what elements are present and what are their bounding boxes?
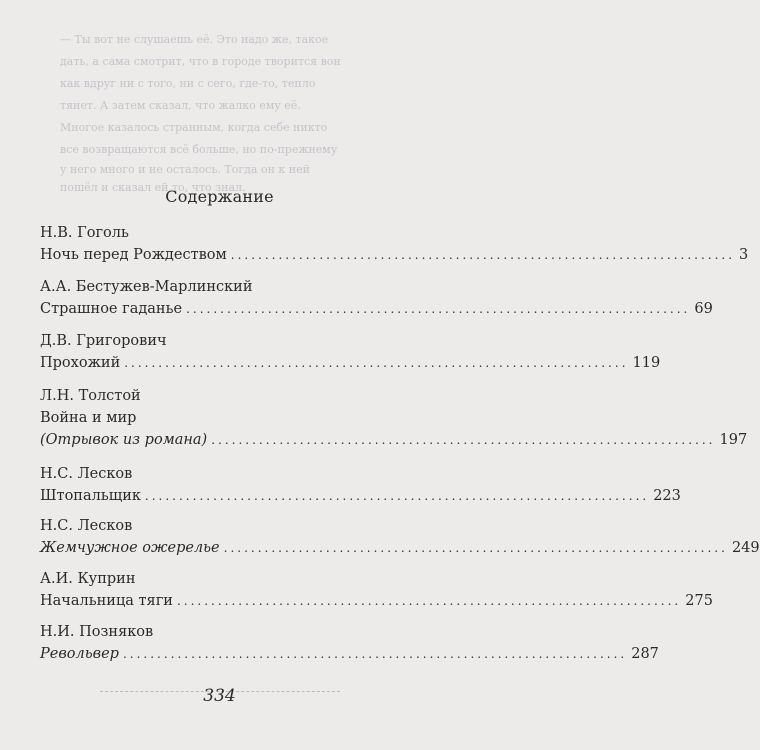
toc-work-title: Ночь перед Рождеством [40,247,227,263]
toc-work-line[interactable] [40,590,713,612]
toc-work-title: Штопальщик [40,488,141,504]
page-number: 334 [203,686,236,706]
toc-leader-dots: .......................................................................... [186,302,691,316]
bleed-line: пошёл и сказал ей то, что знал. [60,181,246,194]
toc-entry [40,515,760,559]
toc-author: Н.С. Лесков [40,518,133,534]
toc-work-line[interactable] [40,643,659,665]
toc-page-number: 197 [719,432,748,448]
toc-page-number: 287 [631,646,659,662]
toc-work-title: Война и мир [40,410,137,426]
toc-leader-dots: .......................................................................... [144,489,650,503]
toc-author: Н.В. Гоголь [40,225,129,241]
toc-entry [40,222,749,266]
toc-entry [40,621,659,665]
bleed-line: у него много и не осталось. Тогда он к ней [60,163,310,176]
toc-work-line[interactable] [40,407,400,429]
toc-author: Л.Н. Толстой [40,388,141,404]
toc-title: Содержание [165,187,274,206]
bleed-line: дать, а сама смотрит, что в городе творится вон [60,55,341,68]
toc-work-subtitle: (Отрывок из романа) [40,432,208,448]
toc-leader-dots: .......................................................................... [211,433,716,447]
toc-entry [40,463,681,507]
bleed-line: все возвращаются всё больше, но по-прежнему [60,143,338,156]
toc-work-title: Прохожий [40,355,121,371]
toc-page-number: 69 [694,301,713,317]
toc-work-line[interactable] [40,537,760,559]
toc-entry [40,276,713,320]
toc-entry [40,385,748,451]
toc-work-line[interactable] [40,352,661,374]
bleed-line: — Ты вот не слушаешь её. Это надо же, такое [60,33,329,46]
toc-leader-dots: .......................................................................... [230,248,736,262]
toc-work-line[interactable] [40,244,749,266]
toc-page-number: 3 [739,247,749,263]
toc-work-line[interactable] [40,485,681,507]
toc-author: Д.В. Григорович [40,333,167,349]
toc-leader-dots: .......................................................................... [122,647,628,661]
toc-entry [40,330,661,374]
toc-work-title: Револьвер [40,646,119,662]
toc-work-title: Жемчужное ожерелье [40,540,220,556]
toc-author: Н.И. Позняков [40,624,154,640]
bleed-line: тянет. А затем сказал, что жалко ему её. [60,99,301,112]
toc-page-number: 223 [653,488,681,504]
toc-author: А.А. Бестужев-Марлинский [40,279,253,295]
toc-page-number: 275 [685,593,713,609]
bleed-line: Многое казалось странным, когда себе никто [60,121,328,134]
toc-leader-dots: .......................................................................... [223,541,728,555]
toc-work-line[interactable] [40,298,713,320]
toc-leader-dots: .......................................................................... [124,356,629,370]
toc-entry [40,568,713,612]
toc-work-line[interactable] [40,429,748,451]
toc-work-title: Начальница тяги [40,593,173,609]
toc-author: А.И. Куприн [40,571,136,587]
toc-page-number: 249 [731,540,760,556]
toc-leader-dots: .......................................................................... [176,594,682,608]
toc-page-number: 119 [632,355,661,371]
bleed-line: как вдруг ни с того, ни с сего, где-то, тепло [60,77,316,90]
toc-author: Н.С. Лесков [40,466,133,482]
toc-work-title: Страшное гаданье [40,301,183,317]
